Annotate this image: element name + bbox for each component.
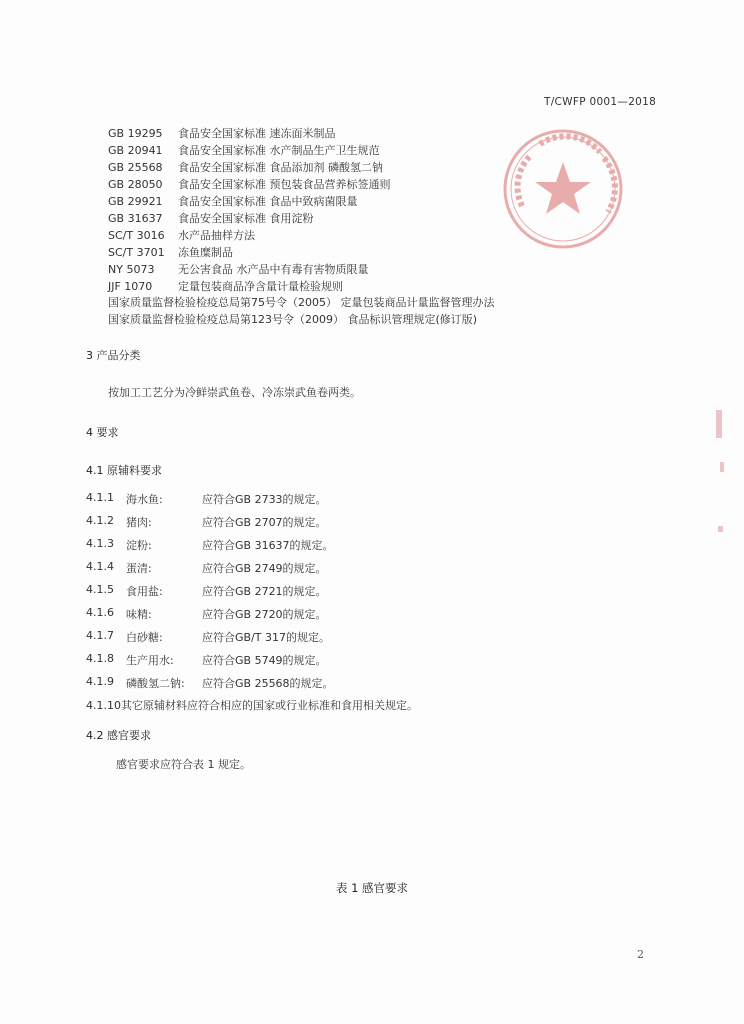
reference-title: 无公害食品 水产品中有毒有害物质限量 [178,263,369,276]
table-caption: 表 1 感官要求 [335,881,409,895]
reference-title: 冻鱼糜制品 [178,246,233,259]
item-name: 白砂糖: [126,631,163,644]
requirement-item [86,514,386,530]
reference-code: GB 19295 [108,127,163,140]
reference-row [108,245,428,261]
item-name: 味精: [126,608,152,621]
requirement-item [86,606,386,622]
reference-title: 水产品抽样方法 [178,229,255,242]
requirement-item-10: 4.1.10其它原辅材料应符合相应的国家或行业标准和食用相关规定。 [86,699,418,712]
item-number: 4.1.4 [86,560,114,573]
reference-row [108,126,428,142]
item-requirement: 应符合GB 5749的规定。 [202,654,327,667]
item-requirement: 应符合GB 2721的规定。 [202,585,327,598]
item-name: 食用盐: [126,585,163,598]
item-number: 4.1.2 [86,514,114,527]
item-requirement: 应符合GB 2707的规定。 [202,516,327,529]
reference-title: 定量包装商品净含量计量检验规则 [178,280,343,293]
reference-row [108,194,428,210]
item-name: 淀粉: [126,539,152,552]
margin-mark [716,410,722,438]
reference-title: 食品安全国家标准 食用淀粉 [178,212,314,225]
reference-code: GB 28050 [108,178,163,191]
item-requirement: 应符合GB 25568的规定。 [202,677,334,690]
requirement-item [86,537,386,553]
requirement-item [86,491,386,507]
item-name: 猪肉: [126,516,152,529]
reference-title: 食品安全国家标准 食品中致病菌限量 [178,195,358,208]
reference-row [108,211,428,227]
reference-code: SC/T 3701 [108,246,165,259]
reference-title: 食品安全国家标准 食品添加剂 磷酸氢二钠 [178,161,383,174]
item-requirement: 应符合GB 2720的规定。 [202,608,327,621]
item-requirement: 应符合GB/T 317的规定。 [202,631,330,644]
reference-row [108,262,428,278]
regulation-line: 国家质量监督检验检疫总局第123号令（2009） 食品标识管理规定(修订版) [108,313,478,326]
official-seal-icon [500,126,626,252]
requirement-item [86,652,386,668]
reference-code: GB 29921 [108,195,163,208]
reference-row [108,228,428,244]
item-requirement: 应符合GB 31637的规定。 [202,539,334,552]
requirement-item [86,675,386,691]
requirement-item [86,560,386,576]
regulation-line: 国家质量监督检验检疫总局第75号令（2005） 定量包装商品计量监督管理办法 [108,296,495,309]
item-name: 生产用水: [126,654,174,667]
margin-mark [720,462,724,472]
page-number: 2 [637,948,644,961]
item-number: 4.1.1 [86,491,114,504]
document-code: T/CWFP 0001—2018 [544,96,657,108]
section-heading: 4 要求 [86,426,119,439]
item-number: 4.1.6 [86,606,114,619]
section-body: 感官要求应符合表 1 规定。 [116,758,251,771]
subsection-heading: 4.1 原辅料要求 [86,464,162,477]
margin-mark [718,526,723,532]
reference-row [108,160,428,176]
item-number: 4.1.8 [86,652,114,665]
item-name: 磷酸氢二钠: [126,677,185,690]
reference-code: NY 5073 [108,263,155,276]
item-name: 海水鱼: [126,493,163,506]
requirement-item [86,583,386,599]
section-heading: 3 产品分类 [86,349,141,362]
reference-row [108,177,428,193]
item-requirement: 应符合GB 2749的规定。 [202,562,327,575]
item-number: 4.1.5 [86,583,114,596]
reference-code: GB 31637 [108,212,163,225]
reference-title: 食品安全国家标准 水产制品生产卫生规范 [178,144,380,157]
reference-code: GB 20941 [108,144,163,157]
subsection-heading: 4.2 感官要求 [86,729,151,742]
section-body: 按加工工艺分为冷鲜崇武鱼卷、冷冻崇武鱼卷两类。 [108,386,361,399]
reference-row [108,279,428,295]
item-number: 4.1.7 [86,629,114,642]
item-number: 4.1.9 [86,675,114,688]
item-name: 蛋清: [126,562,152,575]
reference-code: GB 25568 [108,161,163,174]
reference-title: 食品安全国家标准 速冻面米制品 [178,127,336,140]
reference-code: SC/T 3016 [108,229,165,242]
item-requirement: 应符合GB 2733的规定。 [202,493,327,506]
reference-row [108,143,428,159]
item-number: 4.1.3 [86,537,114,550]
reference-code: JJF 1070 [108,280,153,293]
requirement-item [86,629,386,645]
reference-title: 食品安全国家标准 预包装食品营养标签通则 [178,178,391,191]
